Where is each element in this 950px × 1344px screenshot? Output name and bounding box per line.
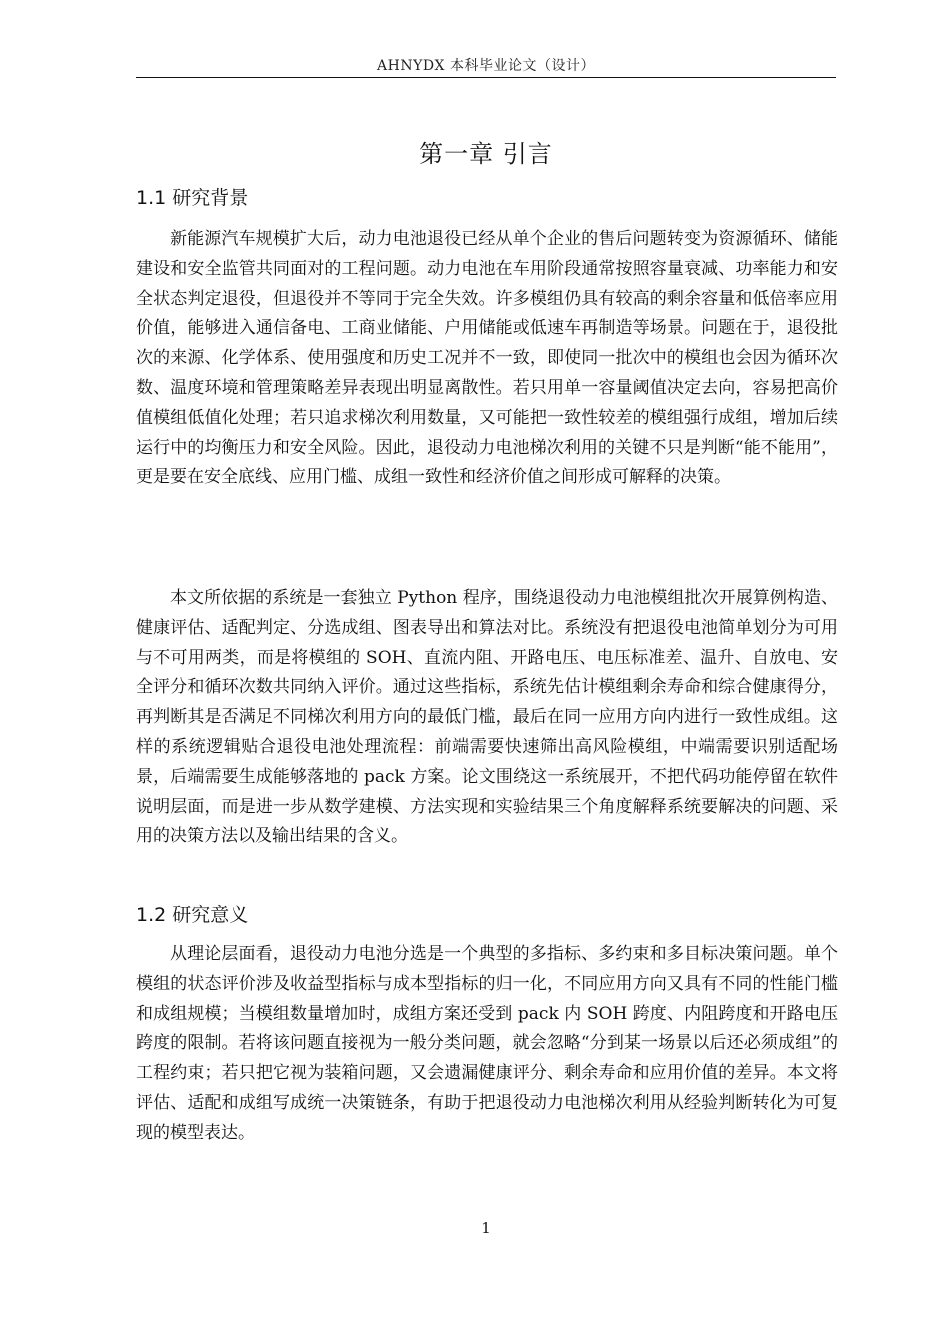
header-rule [136,77,836,78]
body-paragraph: 本文所依据的系统是一套独立 Python 程序，围绕退役动力电池模组批次开展算例构造、健康评估、适配判定、分选成组、图表导出和算法对比。系统没有把退役电池简单划分为可用与不可用两类，而是将模组的 SOH、直流内阻、开路电压、电压标准差、温升、自放电、安全评分和循环次数共同纳入评价。通过这些指标，系统先估计模组剩余寿命和综合健康得分，再判断其是否满足不同梯次利用方向的最低门槛，最后在同一应用方向内进行一致性成组。这样的系统逻辑贴合退役电池处理流程：前端需要快速筛出高风险模组，中端需要识别适配场景，后端需要生成能够落地的 pack 方案。论文围绕这一系统展开，不把代码功能停留在软件说明层面，而是进一步从数学建模、方法实现和实验结果三个角度解释系统要解决的问题、采用的决策方法以及输出结果的含义。 [136,588,838,847]
body-paragraph: 新能源汽车规模扩大后，动力电池退役已经从单个企业的售后问题转变为资源循环、储能建设和安全监管共同面对的工程问题。动力电池在车用阶段通常按照容量衰减、功率能力和安全状态判定退役，但退役并不等同于完全失效。许多模组仍具有较高的剩余容量和低倍率应用价值，能够进入通信备电、工商业储能、户用储能或低速车再制造等场景。问题在于，退役批次的来源、化学体系、使用强度和历史工况并不一致，即使同一批次中的模组也会因为循环次数、温度环境和管理策略差异表现出明显离散性。若只用单一容量阈值决定去向，容易把高价值模组低值化处理；若只追求梯次利用数量，又可能把一致性较差的模组强行成组，增加后续运行中的均衡压力和安全风险。因此，退役动力电池梯次利用的关键不只是判断“能不能用”，更是要在安全底线、应用门槛、成组一致性和经济价值之间形成可解释的决策。 [136,229,838,488]
section-heading-research-background: 1.1 研究背景 [136,187,249,209]
body-paragraph: 从理论层面看，退役动力电池分选是一个典型的多指标、多约束和多目标决策问题。单个模组的状态评价涉及收益型指标与成本型指标的归一化，不同应用方向又具有不同的性能门槛和成组规模；当模组数量增加时，成组方案还受到 pack 内 SOH 跨度、内阻跨度和开路电压跨度的限制。若将该问题直接视为一般分类问题，就会忽略“分到某一场景以后还必须成组”的工程约束；若只把它视为装箱问题，又会遗漏健康评分、剩余寿命和应用价值的差异。本文将评估、适配和成组写成统一决策链条，有助于把退役动力电池梯次利用从经验判断转化为可复现的模型表达。 [136,944,838,1143]
page-number: 1 [481,1219,491,1237]
chapter-title: 第一章 引言 [419,140,553,168]
section-heading-research-significance: 1.2 研究意义 [136,904,249,926]
running-header: AHNYDX 本科毕业论文（设计） [377,58,595,74]
